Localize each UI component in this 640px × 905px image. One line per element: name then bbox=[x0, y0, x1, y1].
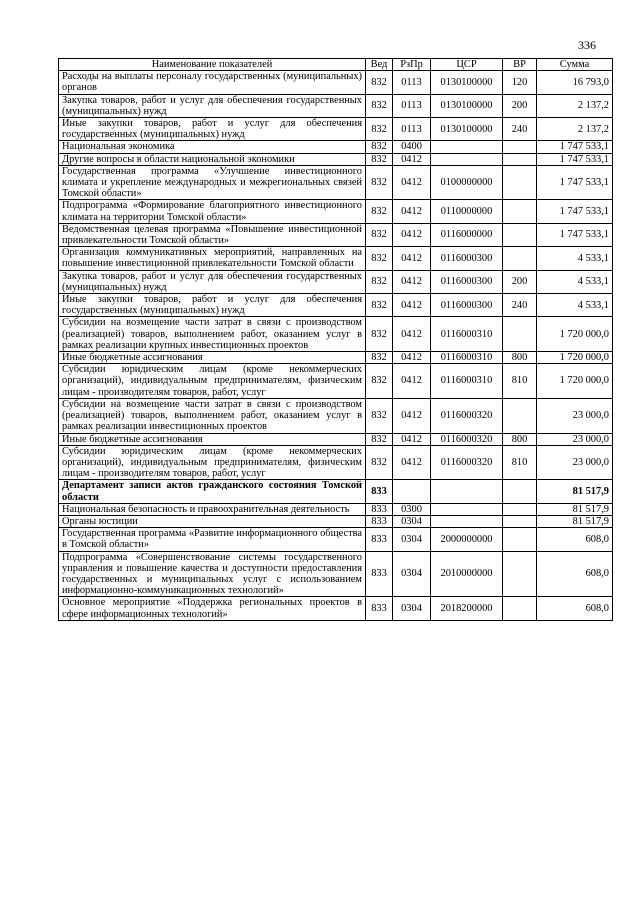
cell-sum: 2 137,2 bbox=[537, 118, 613, 141]
cell-sum: 1 720 000,0 bbox=[537, 364, 613, 399]
table-row bbox=[59, 270, 613, 293]
cell-name: Иные закупки товаров, работ и услуг для обеспечения государственных (муниципальных) нужд bbox=[59, 294, 366, 317]
cell-ved: 832 bbox=[366, 223, 393, 246]
cell-csr: 0116000300 bbox=[431, 294, 503, 317]
cell-sum: 2 137,2 bbox=[537, 94, 613, 117]
cell-name: Основное мероприятие «Поддержка региональных проектов в сфере информационных технологий» bbox=[59, 597, 366, 620]
cell-ved: 832 bbox=[366, 352, 393, 364]
cell-ved: 833 bbox=[366, 597, 393, 620]
cell-vr: 240 bbox=[503, 294, 537, 317]
table-row bbox=[59, 352, 613, 364]
cell-ved: 832 bbox=[366, 118, 393, 141]
cell-sum: 4 533,1 bbox=[537, 294, 613, 317]
cell-sum: 1 747 533,1 bbox=[537, 200, 613, 223]
cell-name: Подпрограмма «Формирование благоприятного инвестиционного климата на территории Томской области» bbox=[59, 200, 366, 223]
cell-sum: 4 533,1 bbox=[537, 247, 613, 270]
cell-name: Органы юстиции bbox=[59, 515, 366, 527]
table-row bbox=[59, 503, 613, 515]
header-vr: ВР bbox=[503, 59, 537, 71]
header-csr: ЦСР bbox=[431, 59, 503, 71]
cell-rzpr: 0412 bbox=[393, 153, 431, 165]
cell-csr: 0116000310 bbox=[431, 317, 503, 352]
cell-sum: 81 517,9 bbox=[537, 480, 613, 503]
header-ved: Вед bbox=[366, 59, 393, 71]
budget-table bbox=[58, 58, 613, 621]
cell-sum: 1 747 533,1 bbox=[537, 165, 613, 200]
cell-sum: 4 533,1 bbox=[537, 270, 613, 293]
cell-ved: 832 bbox=[366, 141, 393, 153]
cell-vr: 800 bbox=[503, 433, 537, 445]
cell-csr: 0130100000 bbox=[431, 94, 503, 117]
cell-name: Иные бюджетные ассигнования bbox=[59, 433, 366, 445]
cell-csr: 0130100000 bbox=[431, 118, 503, 141]
cell-name: Закупка товаров, работ и услуг для обеспечения государственных (муниципальных) нужд bbox=[59, 94, 366, 117]
table-row bbox=[59, 398, 613, 433]
cell-name: Национальная безопасность и правоохранительная деятельность bbox=[59, 503, 366, 515]
cell-ved: 833 bbox=[366, 480, 393, 503]
cell-vr bbox=[503, 528, 537, 551]
cell-vr: 800 bbox=[503, 352, 537, 364]
cell-vr bbox=[503, 153, 537, 165]
cell-csr: 0116000310 bbox=[431, 364, 503, 399]
cell-rzpr: 0300 bbox=[393, 503, 431, 515]
cell-vr bbox=[503, 247, 537, 270]
cell-vr: 200 bbox=[503, 270, 537, 293]
cell-vr: 200 bbox=[503, 94, 537, 117]
cell-vr: 120 bbox=[503, 71, 537, 94]
cell-name: Субсидии юридическим лицам (кроме некоммерческих организаций), индивидуальным предпринимателям, физическим лицам - производителям товаров, работ, услуг bbox=[59, 445, 366, 480]
cell-name: Департамент записи актов гражданского состояния Томской области bbox=[59, 480, 366, 503]
cell-ved: 832 bbox=[366, 200, 393, 223]
cell-name: Государственная программа «Развитие информационного общества в Томской области» bbox=[59, 528, 366, 551]
cell-name: Иные бюджетные ассигнования bbox=[59, 352, 366, 364]
cell-ved: 832 bbox=[366, 317, 393, 352]
cell-vr bbox=[503, 200, 537, 223]
cell-rzpr: 0304 bbox=[393, 551, 431, 597]
cell-csr: 0110000000 bbox=[431, 200, 503, 223]
cell-csr: 0116000300 bbox=[431, 247, 503, 270]
cell-rzpr: 0412 bbox=[393, 317, 431, 352]
table-row bbox=[59, 200, 613, 223]
page-number: 336 bbox=[578, 38, 596, 52]
cell-rzpr: 0412 bbox=[393, 270, 431, 293]
table-row bbox=[59, 118, 613, 141]
cell-name: Расходы на выплаты персоналу государственных (муниципальных) органов bbox=[59, 71, 366, 94]
cell-ved: 832 bbox=[366, 247, 393, 270]
header-rzpr: РзПр bbox=[393, 59, 431, 71]
table-row bbox=[59, 597, 613, 620]
cell-rzpr: 0412 bbox=[393, 445, 431, 480]
cell-vr: 810 bbox=[503, 364, 537, 399]
table-row bbox=[59, 317, 613, 352]
cell-vr bbox=[503, 317, 537, 352]
header-name: Наименование показателей bbox=[59, 59, 366, 71]
cell-sum: 1 747 533,1 bbox=[537, 141, 613, 153]
cell-csr bbox=[431, 141, 503, 153]
cell-name: Подпрограмма «Совершенствование системы государственного управления и повышение качества и доступности предоставления государственных и муниципальных услуг с использованием информационно-коммуникационных технологий» bbox=[59, 551, 366, 597]
cell-name: Национальная экономика bbox=[59, 141, 366, 153]
cell-sum: 81 517,9 bbox=[537, 503, 613, 515]
cell-rzpr: 0412 bbox=[393, 364, 431, 399]
cell-rzpr: 0412 bbox=[393, 433, 431, 445]
cell-rzpr: 0412 bbox=[393, 352, 431, 364]
table-row bbox=[59, 165, 613, 200]
cell-ved: 832 bbox=[366, 398, 393, 433]
cell-csr: 0116000320 bbox=[431, 445, 503, 480]
cell-ved: 832 bbox=[366, 433, 393, 445]
cell-rzpr: 0412 bbox=[393, 398, 431, 433]
cell-sum: 81 517,9 bbox=[537, 515, 613, 527]
cell-ved: 832 bbox=[366, 445, 393, 480]
cell-vr bbox=[503, 398, 537, 433]
table-row bbox=[59, 528, 613, 551]
cell-csr bbox=[431, 480, 503, 503]
cell-vr bbox=[503, 503, 537, 515]
cell-rzpr: 0304 bbox=[393, 597, 431, 620]
table-row bbox=[59, 153, 613, 165]
cell-vr bbox=[503, 223, 537, 246]
cell-vr bbox=[503, 551, 537, 597]
cell-csr: 0116000310 bbox=[431, 352, 503, 364]
cell-name: Организация коммуникативных мероприятий, направленных на повышение инвестиционной привлекательности Томской области bbox=[59, 247, 366, 270]
cell-vr bbox=[503, 515, 537, 527]
cell-name: Закупка товаров, работ и услуг для обеспечения государственных (муниципальных) нужд bbox=[59, 270, 366, 293]
cell-sum: 16 793,0 bbox=[537, 71, 613, 94]
cell-ved: 832 bbox=[366, 294, 393, 317]
cell-vr bbox=[503, 480, 537, 503]
cell-csr bbox=[431, 153, 503, 165]
cell-csr: 2018200000 bbox=[431, 597, 503, 620]
cell-vr: 240 bbox=[503, 118, 537, 141]
cell-ved: 832 bbox=[366, 270, 393, 293]
cell-name: Иные закупки товаров, работ и услуг для обеспечения государственных (муниципальных) нужд bbox=[59, 118, 366, 141]
cell-sum: 23 000,0 bbox=[537, 445, 613, 480]
cell-name: Субсидии на возмещение части затрат в связи с производством (реализацией) товаров, выполнением работ, оказанием услуг в рамках реализации инвестиционных проектов bbox=[59, 398, 366, 433]
table-row bbox=[59, 364, 613, 399]
cell-rzpr: 0412 bbox=[393, 247, 431, 270]
cell-vr: 810 bbox=[503, 445, 537, 480]
cell-name: Государственная программа «Улучшение инвестиционного климата и укрепление международных и межрегиональных связей Томской области» bbox=[59, 165, 366, 200]
table-row bbox=[59, 551, 613, 597]
cell-name: Субсидии юридическим лицам (кроме некоммерческих организаций), индивидуальным предпринимателям, физическим лицам - производителям товаров, работ, услуг bbox=[59, 364, 366, 399]
cell-rzpr bbox=[393, 480, 431, 503]
table-row bbox=[59, 94, 613, 117]
cell-vr bbox=[503, 597, 537, 620]
cell-vr bbox=[503, 141, 537, 153]
cell-name: Другие вопросы в области национальной экономики bbox=[59, 153, 366, 165]
table-row bbox=[59, 445, 613, 480]
cell-rzpr: 0412 bbox=[393, 223, 431, 246]
table-row bbox=[59, 294, 613, 317]
cell-sum: 608,0 bbox=[537, 551, 613, 597]
cell-csr: 0116000320 bbox=[431, 433, 503, 445]
cell-sum: 23 000,0 bbox=[537, 433, 613, 445]
cell-rzpr: 0400 bbox=[393, 141, 431, 153]
cell-ved: 833 bbox=[366, 551, 393, 597]
cell-name: Субсидии на возмещение части затрат в связи с производством (реализацией) товаров, выполнением работ, оказанием услуг в рамках реализации крупных инвестиционных проектов bbox=[59, 317, 366, 352]
cell-ved: 832 bbox=[366, 153, 393, 165]
table-row bbox=[59, 223, 613, 246]
cell-ved: 832 bbox=[366, 71, 393, 94]
table-header-row bbox=[59, 59, 613, 71]
cell-sum: 1 747 533,1 bbox=[537, 223, 613, 246]
table-row bbox=[59, 433, 613, 445]
cell-ved: 832 bbox=[366, 364, 393, 399]
cell-sum: 608,0 bbox=[537, 597, 613, 620]
cell-csr: 0116000000 bbox=[431, 223, 503, 246]
cell-ved: 833 bbox=[366, 503, 393, 515]
table-row bbox=[59, 480, 613, 503]
table-row bbox=[59, 247, 613, 270]
cell-sum: 1 747 533,1 bbox=[537, 153, 613, 165]
table-row bbox=[59, 71, 613, 94]
cell-sum: 1 720 000,0 bbox=[537, 352, 613, 364]
cell-ved: 832 bbox=[366, 94, 393, 117]
cell-rzpr: 0412 bbox=[393, 294, 431, 317]
cell-csr bbox=[431, 503, 503, 515]
cell-csr: 0100000000 bbox=[431, 165, 503, 200]
cell-csr bbox=[431, 515, 503, 527]
cell-csr: 0116000300 bbox=[431, 270, 503, 293]
cell-rzpr: 0412 bbox=[393, 200, 431, 223]
cell-name: Ведомственная целевая программа «Повышение инвестиционной привлекательности Томской области» bbox=[59, 223, 366, 246]
cell-rzpr: 0412 bbox=[393, 165, 431, 200]
cell-ved: 833 bbox=[366, 515, 393, 527]
cell-rzpr: 0304 bbox=[393, 515, 431, 527]
cell-csr: 2010000000 bbox=[431, 551, 503, 597]
cell-rzpr: 0113 bbox=[393, 71, 431, 94]
cell-vr bbox=[503, 165, 537, 200]
cell-rzpr: 0113 bbox=[393, 118, 431, 141]
table-row bbox=[59, 515, 613, 527]
cell-rzpr: 0113 bbox=[393, 94, 431, 117]
cell-sum: 23 000,0 bbox=[537, 398, 613, 433]
table-row bbox=[59, 141, 613, 153]
cell-sum: 1 720 000,0 bbox=[537, 317, 613, 352]
cell-csr: 2000000000 bbox=[431, 528, 503, 551]
cell-csr: 0130100000 bbox=[431, 71, 503, 94]
cell-ved: 833 bbox=[366, 528, 393, 551]
cell-sum: 608,0 bbox=[537, 528, 613, 551]
cell-ved: 832 bbox=[366, 165, 393, 200]
cell-rzpr: 0304 bbox=[393, 528, 431, 551]
cell-csr: 0116000320 bbox=[431, 398, 503, 433]
header-sum: Сумма bbox=[537, 59, 613, 71]
